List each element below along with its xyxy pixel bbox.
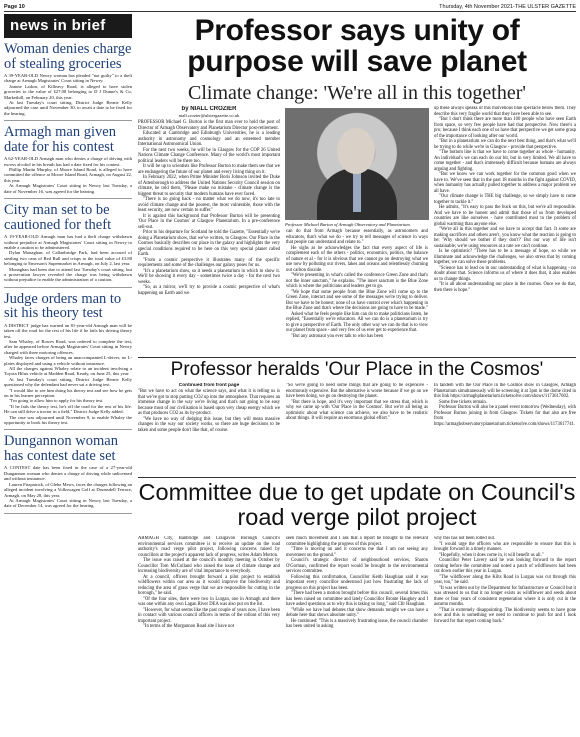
article-paragraph: seen much movement and I ask that a report be brought to the relevant committee highlighting the progress of this project.	[286, 536, 428, 547]
article-paragraph: "But we have to act on what the science says, and what it is telling us is that we've got to stop putting CO2 up into the atmosphere. That requires an immense change in the way we're living and that's not going to be easy because most of our civilisation is based upon very cheap energy which we as that produces CO2 as its by-product.	[138, 389, 280, 416]
byline: by NIALL CROZIER	[181, 106, 237, 112]
article-paragraph: "We have no way of dodging this issue, but they will mean massive changes in the way our society works, so there are huge decisions to be taken and some people don't like that, of course.	[138, 416, 280, 433]
article-paragraph: In tandem with the Our Place in the Cosmos show in Glasgow, Armagh Planetarium simultaneously will be screening it at 3pm in the dome cited in this link https://armaghplanetarium.ticketsolve.com/shows/1173617602.	[434, 383, 576, 399]
article-paragraph: "However, for what seems like the past couple of years now, I have been in contact with various council officers in terms of the rollout of this very important project.	[138, 607, 280, 624]
article-paragraph: "Of the four sites, there were two in Lurgan, one in Armagh and there was one within any own Lagan River DEA was also put on the list.	[138, 596, 280, 607]
article-paragraph: can do that from Armagh because essentially, as astronomers and educators, that's what we do - we try to tell messages of science in ways that people can understand and relate to."	[286, 229, 428, 245]
article-paragraph: "We're all in this together and we have to accept that fact. It some are making sacrifices and others aren't, you know what the reaction is going to be: 'Why should we bother if they don't?' But our way of life isn't sustainable; we're using resources at a rate we can't continue.	[434, 227, 576, 249]
article-paragraph: "Our climate change is THE big challenge, so we simply have to come together to tackle it."	[434, 194, 576, 205]
brief-paragraph: Phillip Martin Murphy, of Moore Island Road, is alleged to have committed the offence at Moore Island Road, Armagh, on August 22, this year.	[4, 167, 132, 183]
story1-headline: Professor says unity of purpose will save planet	[187, 14, 527, 78]
photo-caption: Professor Michael Burton of Armagh Observatory and Planetarium.	[285, 222, 411, 227]
article-paragraph: "Hopefully, when it does come in, it will benefit us all."	[439, 552, 544, 558]
story1-col3-text	[434, 106, 576, 293]
continued-label: Continued from front page	[178, 383, 240, 388]
brief-paragraph: "I would like to see him doing his theory test and see how he gets on in his learner perception.	[4, 387, 132, 399]
article-paragraph: "So, as a mirror, we'll try to provide a cosmic perspective of what's happening on Earth and we	[138, 285, 280, 296]
brief-paragraph: At Armagh Magistrates' Court sitting in Newry last Tuesday, a date of November 16, was agreed for the hearing.	[4, 183, 132, 194]
brief-paragraph: A 39-YEAR-OLD Newry woman has pleaded "not guilty" to a theft charge at Armagh Magistrates' Court sitting in Newry.	[4, 73, 132, 84]
article-paragraph: "We hope that some people from the Blue Zone will come up to the Green Zone, interact and see some of the messages we're trying to deliver. But we have to be honest; none of us have control over what's happening in the Blue Zone and that's where the decisions are going to have to be made."	[286, 289, 428, 311]
story1-col1	[138, 106, 280, 354]
masthead	[4, 2, 576, 12]
brief-paragraph: At last Tuesday's court sitting, District Judge Bernie Kelly adjourned the case until November 30, to await a date to be fixed for the hearing.	[4, 100, 132, 116]
byline-email: niall.crozier@ulstergazette.co.uk	[178, 113, 240, 118]
article-paragraph: "It is all about understanding our place in the cosmos. Once we do that, then there is hope."	[434, 282, 576, 293]
article-paragraph: In February 2022, when Prime Minister Boris Johnson invited the Duke of Attenborough to address the United Nations Security Council session on climate, he told them, "Please make no mistake - climate change is the biggest threat to security that modern humans have ever faced.	[138, 175, 280, 197]
story3-col1	[138, 536, 280, 733]
article-paragraph: "Science has to lead on in our understanding of what is happening - no doubt about that. Science informs us of where it does that, it also enables us to change things.	[434, 265, 576, 282]
article-paragraph: "Time is moving on and it concerns me that I am not seeing any movement on the ground."	[286, 547, 428, 558]
brief-headline: Judge orders man to sit his theory test	[4, 290, 122, 322]
brief-paragraph: A CONTEST date has been fixed in the case of a 27-year-old Dungannon woman who denies a charge of driving while unlicensed and without insurance.	[4, 465, 132, 482]
brief-paragraph: All the charges against Whaley relate to an incident involving a Toyota Hilux vehicle at Madden Road, Keady, on June 25, this year.	[4, 366, 132, 377]
story2-headline: Professor heralds 'Our Place in the Cosmos'	[138, 357, 576, 380]
portrait-photo	[285, 108, 429, 220]
news-in-brief-label: news in brief	[4, 14, 132, 38]
brief-headline: Dungannon woman has contest date set	[4, 433, 118, 464]
story3-col3	[434, 536, 576, 733]
article-paragraph: PROFESSOR Michael G. Burton is the first man ever to hold the post of Director of Armagh Observatory and Planetarium Director post-retirement.	[138, 120, 280, 131]
story1-subheadline: Climate change: 'We're all in this together'	[188, 82, 526, 104]
article-paragraph: "That is extremely disappointing. The biodiversity seems to have gone now and this is something we need to continue to push for and I look forward for that report coming back."	[434, 607, 576, 624]
article-paragraph: He continued: "This is a massively frustrating issue, the council chamber has been united in asking	[286, 618, 428, 629]
story2-col2-text	[286, 383, 428, 422]
brief-paragraph: Monaghan had been due to attend last Tuesday's court sitting, but a prosecution lawyer revealed the charge was being withdrawn without prejudice to enable the administration of a caution.	[4, 266, 132, 283]
article-paragraph: "I would urge the officers who are responsible to ensure that this is brought forward in a timely manner.	[434, 541, 576, 552]
article-paragraph: Some free tickets remain.	[439, 399, 487, 405]
brief-headline: City man set to be cautioned for theft	[4, 202, 112, 233]
article-paragraph: "The bottom line is that we have to come together as whole - humanity. An individual's we can each do our bit, but in very limited. We all have to come together - and that's immensely difficult because humans are always arguing and fighting.	[434, 150, 576, 172]
story1-col2-text	[286, 229, 428, 339]
article-paragraph: He sighs as he acknowledges the fact that every aspect of life is complement each of the others - politics, economics, politics, the balance of nature et al - for it is obvious that we cannot go on destroying what we use now by polluting our rivers, lakes and oceans and relentlessly churning out carbon dioxide.	[286, 245, 428, 273]
article-paragraph: Prior to his departure for Scotland he told the Gazette, "Essentially we're doing a Planetarium show, that we've written, to Glasgow. Our Place in the Cosmos basically describes our place in the galaxy and highlights the very special conditions required to be here on this very special planet called Earth.	[138, 230, 280, 257]
article-paragraph: At a council, officers brought forward a pilot project to establish wildflowers within our area as it would improve the biodiversity and reducing the area of grass verge that we are responsible for cutting in the borough," he said.	[138, 574, 280, 596]
brief-paragraph: At last Tuesday's court sitting, District Judge Bernie Kelly questioned why the defendant had never sat a driving test.	[4, 376, 132, 388]
article-paragraph: Is he optimistic? "There has to be a message of hope, so while we illuminate and acknowledge the challenges, we also stress that by coming together, we can solve these problems.	[434, 249, 576, 265]
article-paragraph: "We're presenting in what's called the conference Green Zone and that's not the inner sanctum," he explains. "The inner sanctum is the Blue Zone which is where the politicians and leaders get to go.	[286, 273, 428, 289]
article-paragraph: "The wildflower along the Kilts Road in Lurgan was cut through this year, too," he said.	[434, 574, 576, 585]
story3-col3-text	[434, 536, 576, 624]
story1-col3	[434, 106, 576, 354]
photo-tie-shape	[353, 172, 361, 212]
brief-paragraph: Sam Whaley, of Rowes Road, was ordered to complete the test, after he appeared before Armagh Magistrates' Court sitting in Newry charged with three motoring offences.	[4, 338, 132, 355]
brief-item	[4, 199, 132, 288]
article-paragraph: He admits, "It's easy to pass the buck on this, but we're all responsible. And we have to be honest and admit that those of us from developed countries are like ourselves - have contributed most to the problem of global warming than anyone else.	[434, 205, 576, 227]
article-paragraph: Councillor Peter Lavery said he was looking forward to the report coming before the committee and noted a patch of wildflowers had been cut down earlier this year in Lurgan.	[434, 558, 576, 574]
article-paragraph: "So we're going to need some things that are going to be expensive - enormously expensive. But the alternative is worse because if we go on we have been doing, we go on destroying the planet.	[286, 383, 428, 399]
story3-body	[138, 536, 576, 733]
news-in-brief-column	[4, 14, 132, 733]
story2-col3	[434, 383, 576, 475]
article-paragraph: "There is no going back - no matter what we do now, it's too late to avoid climate change and the poorest, the most vulnerable, those with the least security, are now certain to suffer."	[138, 197, 280, 213]
article-paragraph: "But I don't think there are more than 100 people who have seen Earth from space, so very few people have had that perspective. Now there's a pro; because I think each one of us have that perspective we get some grasp of the importance of looking after our world.	[434, 117, 576, 139]
article-paragraph: "It was written out by the Department for Infrastructure or Council but it was stressed to us that it no longer exists as wildflower and seeds about three or four years of consistent regeneration where it is only cut in the autumn months.	[434, 585, 576, 607]
story2-col3-text	[434, 383, 576, 427]
brief-paragraph: A DISTRICT judge has warned an 81-year-old Armagh man will be taken off the road for the rest of his life if he fails his driving theory test.	[4, 322, 132, 339]
article-paragraph: "There had been a motion brought before this council, several times this has been raised on committee and lately Councillor Bronte Haughey and I have asked questions as to why this is taking so long," said Cllr Haughian.	[286, 591, 428, 607]
article-paragraph: Following this confirmation, Councillor Keith Haughian said it was important every councillor understood just how frustrating the lack of progress on this project has been.	[286, 574, 428, 591]
brief-item	[4, 121, 132, 199]
article-paragraph: "But any astronaut you ever talk to who has been	[291, 333, 384, 339]
brief-item	[4, 430, 132, 513]
story1-col1-text	[138, 120, 280, 296]
brief-paragraph: "I'm going to allow him to apply for his theory test.	[9, 398, 104, 404]
brief-headline: Armagh man given date for his contest	[4, 124, 116, 155]
brief-paragraph: Joanne Larkin, of Killeavy Road, is alleged to have stolen groceries to the value of £27.08 belonging to D J Dunne's & Co, Markethill, on February 20, this year.	[4, 83, 132, 100]
brief-paragraph: The case was adjourned until November 9, to enable Whaley the opportunity to book his theory test.	[4, 414, 132, 426]
article-paragraph: "It's a planetarium show, so it needs a planetarium in which to show it. We'll be showing it every day - sometimes twice a day - for the next two weeks.	[138, 268, 280, 285]
brief-paragraph: A 62-YEAR-OLD Armagh man who denies a charge of driving with excess alcohol in his breath has had a date fixed for his contest.	[4, 156, 132, 167]
story3-headline: Committee due to get update on Council's road verge pilot project	[138, 479, 576, 530]
article-paragraph: Council's strategic director of neighbourhood services, Sharon O'Gorman, confirmed the report would be brought to the environmental services committee.	[286, 558, 428, 574]
brief-headline: Woman denies charge of stealing groceries	[4, 41, 132, 72]
article-paragraph: "While we have had debates that show demands tonight we can have a debate here that shows absolute unity."	[286, 607, 428, 618]
story2-body	[138, 383, 576, 475]
article-paragraph: "In terms of the Morgannon Road site I have not	[143, 624, 235, 629]
masthead-date: Thursday, 4th November 2021-THE ULSTER GAZETTE	[439, 3, 576, 10]
story2-col1	[138, 383, 280, 475]
article-paragraph: Asked what he feels people like him can do to make politicians listen, he replied, "Essentially we're educators. All we can do is a planetarium is try to give a perspective of Earth. The only other way we can do that is to view our planet from space - and very few of us ever get to experience that.	[286, 311, 428, 333]
brief-item	[4, 38, 132, 121]
story2-col1-text	[138, 389, 280, 433]
brief-paragraph: Lauren Fitzpatrick, of Glebe Mews, faces the charges following an alleged incident involving a Volkswagen Golf at Drumsdell Terrace, Armagh, on May 28, this year.	[4, 481, 132, 498]
photo-head-shape	[337, 128, 375, 174]
brief-paragraph: Whaley faces charges of being an unaccompanied L-driver, no L-plates displayed and using a vehicle without insurance.	[4, 355, 132, 366]
article-paragraph: "From a cosmic perspective it illustrates many of the specific requirements and some of the challenges our galaxy poses for us.	[138, 257, 280, 268]
section-rule	[138, 477, 576, 478]
brief-paragraph: Dylan Monaghan, of Callanbridge Park, had been accused of stealing two cans of Red Bull and crisps to the total value of £3.80 belonging to Emerson's Supermarket in Armagh, on July 2, last year.	[4, 250, 132, 267]
story3-col2-text	[286, 536, 428, 630]
brief-item	[4, 288, 132, 431]
article-paragraph: The issue was raised at the council's monthly meeting in October by Councillor Tom McColland who raised the issue of climate change and increasing biodiversity are of vital importance to everybody.	[138, 558, 280, 574]
page-number: Page 10	[4, 3, 25, 10]
article-paragraph: For the next two weeks, he will be in Glasgow for the COP 26 United Nations Climate Change Conference. Many of the world's most important political leaders will be there too.	[138, 147, 280, 164]
article-paragraph: Professor Burton will also be a panel event tomorrow (Wednesday), with Professor Burton joining in from Glasgow. Tickets for that also are free from https://armaghobservatoryplanetarium.ticketsolve.com/shows/1173617741.	[434, 405, 576, 427]
article-paragraph: why this has not been rolled out.	[434, 536, 496, 541]
story2-col2	[286, 383, 428, 475]
brief-paragraph: A 19-YEAR-OLD Armagh man has had a theft charge withdrawn without prejudice at Armagh Magistrates' Court sitting in Newry to enable a caution to be administered.	[4, 234, 132, 250]
article-paragraph: ARMAGH City, Banbridge and Craigavon Borough Council's environmental services committee is to receive an update on the road authority's road verge pilot project, following concerns raised by councillors at the project's apparent lack of progress, writes Adam Morton.	[138, 536, 280, 558]
story3-col1-text	[138, 536, 280, 630]
article-paragraph: up these always speaks of this marvellous blue spectacle below them. They describe this very fragile world that they have been able to see.	[434, 106, 576, 117]
article-paragraph: "But there is hope, and it's very important that we stress that, which is why we came up with 'Our Place in the Cosmos'. But we're all being as optimistic about what science can achieve, we also have to be realistic about things. It will require an enormous global effort."	[286, 399, 428, 421]
brief-paragraph: At Armagh Magistrates' Court sitting in Newry last Tuesday, a date of December 14, was agreed for the hearing.	[4, 497, 132, 509]
brief-paragraph: "If he fails the theory test, he's off the road for the rest of his life. He can still drive a tractor in a field," District Judge Kelly added.	[4, 403, 132, 415]
article-paragraph: It will be up to scientists like Professor Burton to make them see that we are endangering the future of our planet and every living thing on it.	[138, 164, 280, 175]
story3-col2	[286, 536, 428, 733]
article-paragraph: "But we know we can work together for the common good when we have to. We've seen that in the past 18 months in the fight against COVID, when humanity has actually pulled together to address a major problem we all have.	[434, 172, 576, 194]
article-paragraph: "But in a planetarium we can do the next best thing, and that's what we'll be trying to do while we're in Glasgow - provide that perspective.	[434, 139, 576, 150]
brief-list	[4, 38, 132, 514]
article-paragraph: It is against this background that Professor Burton will be presenting 'Our Place in the Cosmos' at Glasgow Planetarium. In a pre-conference sell-out.	[138, 213, 280, 230]
article-paragraph: Educated at Cambridge and Edinburgh Universities, he is a leading authority in astronomy and cosmology and an esteemed member International Astronomical Union.	[138, 131, 280, 147]
